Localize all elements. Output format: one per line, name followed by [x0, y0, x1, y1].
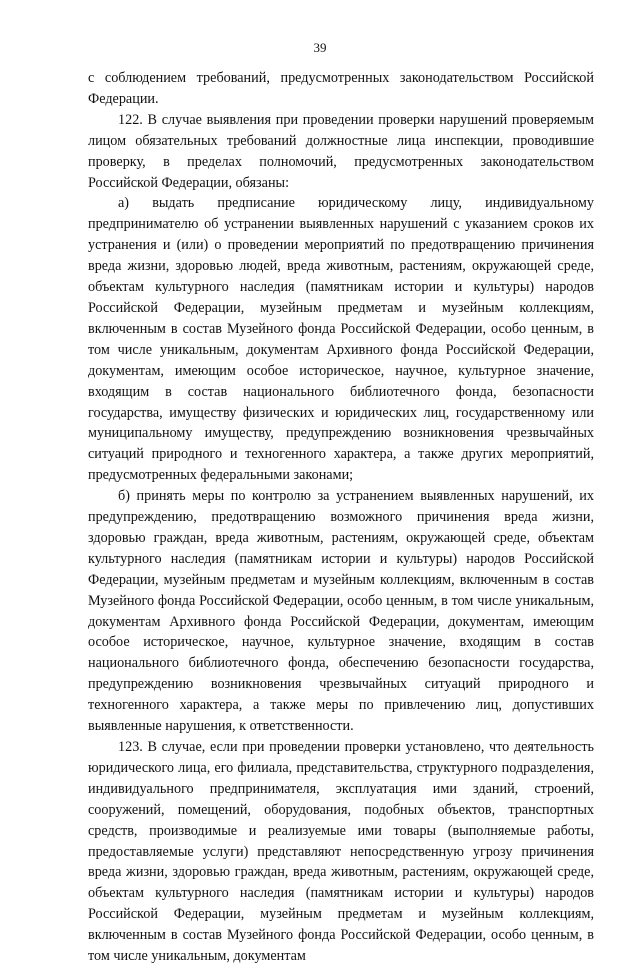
paragraph-subclause-a: а) выдать предписание юридическому лицу, индивидуальному предпринимателю об устранении выявленных нарушений с указанием сроков их устранения и (или) о проведении мероприятий по предотвращению причинения вреда жизни, здоровью людей, вреда животным, растениям, окружающей среде, объектам культурного наследия (памятникам истории и культуры) народов Российской Федерации, музейным предметам и музейным коллекциям, включенным в состав Музейного фонда Российской Федерации, особо ценным, в том числе уникальным, документам Архивного фонда Российской Федерации, документам, имеющим особое историческое, научное, культурное значение, входящим в состав национального библиотечного фонда, безопасности государства, имуществу физических и юридических лиц, государственному или муниципальному имуществу, предупреждению возникновения чрезвычайных ситуаций природного и техногенного характера, а также других мероприятий, предусмотренных федеральными законами;: [88, 195, 594, 484]
document-body: [88, 68, 594, 967]
paragraph-subclause-b: б) принять меры по контролю за устранением выявленных нарушений, их предупреждению, предотвращению возможного причинения вреда жизни, здоровью граждан, вреда животным, растениям, окружающей среде, объектам культурного наследия (памятникам истории и культуры) народов Российской Федерации, музейным предметам и музейным коллекциям, включенным в состав Музейного фонда Российской Федерации, особо ценным, в том числе уникальным, документам Архивного фонда Российской Федерации, документам, имеющим особое историческое, научное, культурное значение, входящим в состав национального библиотечного фонда, обеспечению безопасности государства, предупреждению возникновения чрезвычайных ситуаций природного и техногенного характера, а также меры по привлечению лиц, допустивших выявленные нарушения, к ответственности.: [88, 488, 594, 735]
paragraph-continuation: с соблюдением требований, предусмотренных законодательством Российской Федерации.: [88, 70, 594, 107]
paragraph-clause-123: 123. В случае, если при проведении проверки установлено, что деятельность юридического лица, его филиала, представительства, структурного подразделения, индивидуального предпринимателя, эксплуатация ими зданий, строений, сооружений, помещений, оборудования, подобных объектов, транспортных средств, производимые и реализуемые ими товары (выполняемые работы, предоставляемые услуги) представляют непосредственную угрозу причинения вреда жизни, здоровью граждан, вреда животным, растениям, окружающей среде, объектам культурного наследия (памятникам истории и культуры) народов Российской Федерации, музейным предметам и музейным коллекциям, включенным в состав Музейного фонда Российской Федерации, особо ценным, в том числе уникальным, документам: [88, 739, 594, 965]
paragraph-clause-122: 122. В случае выявления при проведении проверки нарушений проверяемым лицом обязательных требований должностные лица инспекции, проводившие проверку, в пределах полномочий, предусмотренных законодательством Российской Федерации, обязаны:: [88, 111, 594, 191]
page-number: 39: [313, 40, 327, 55]
